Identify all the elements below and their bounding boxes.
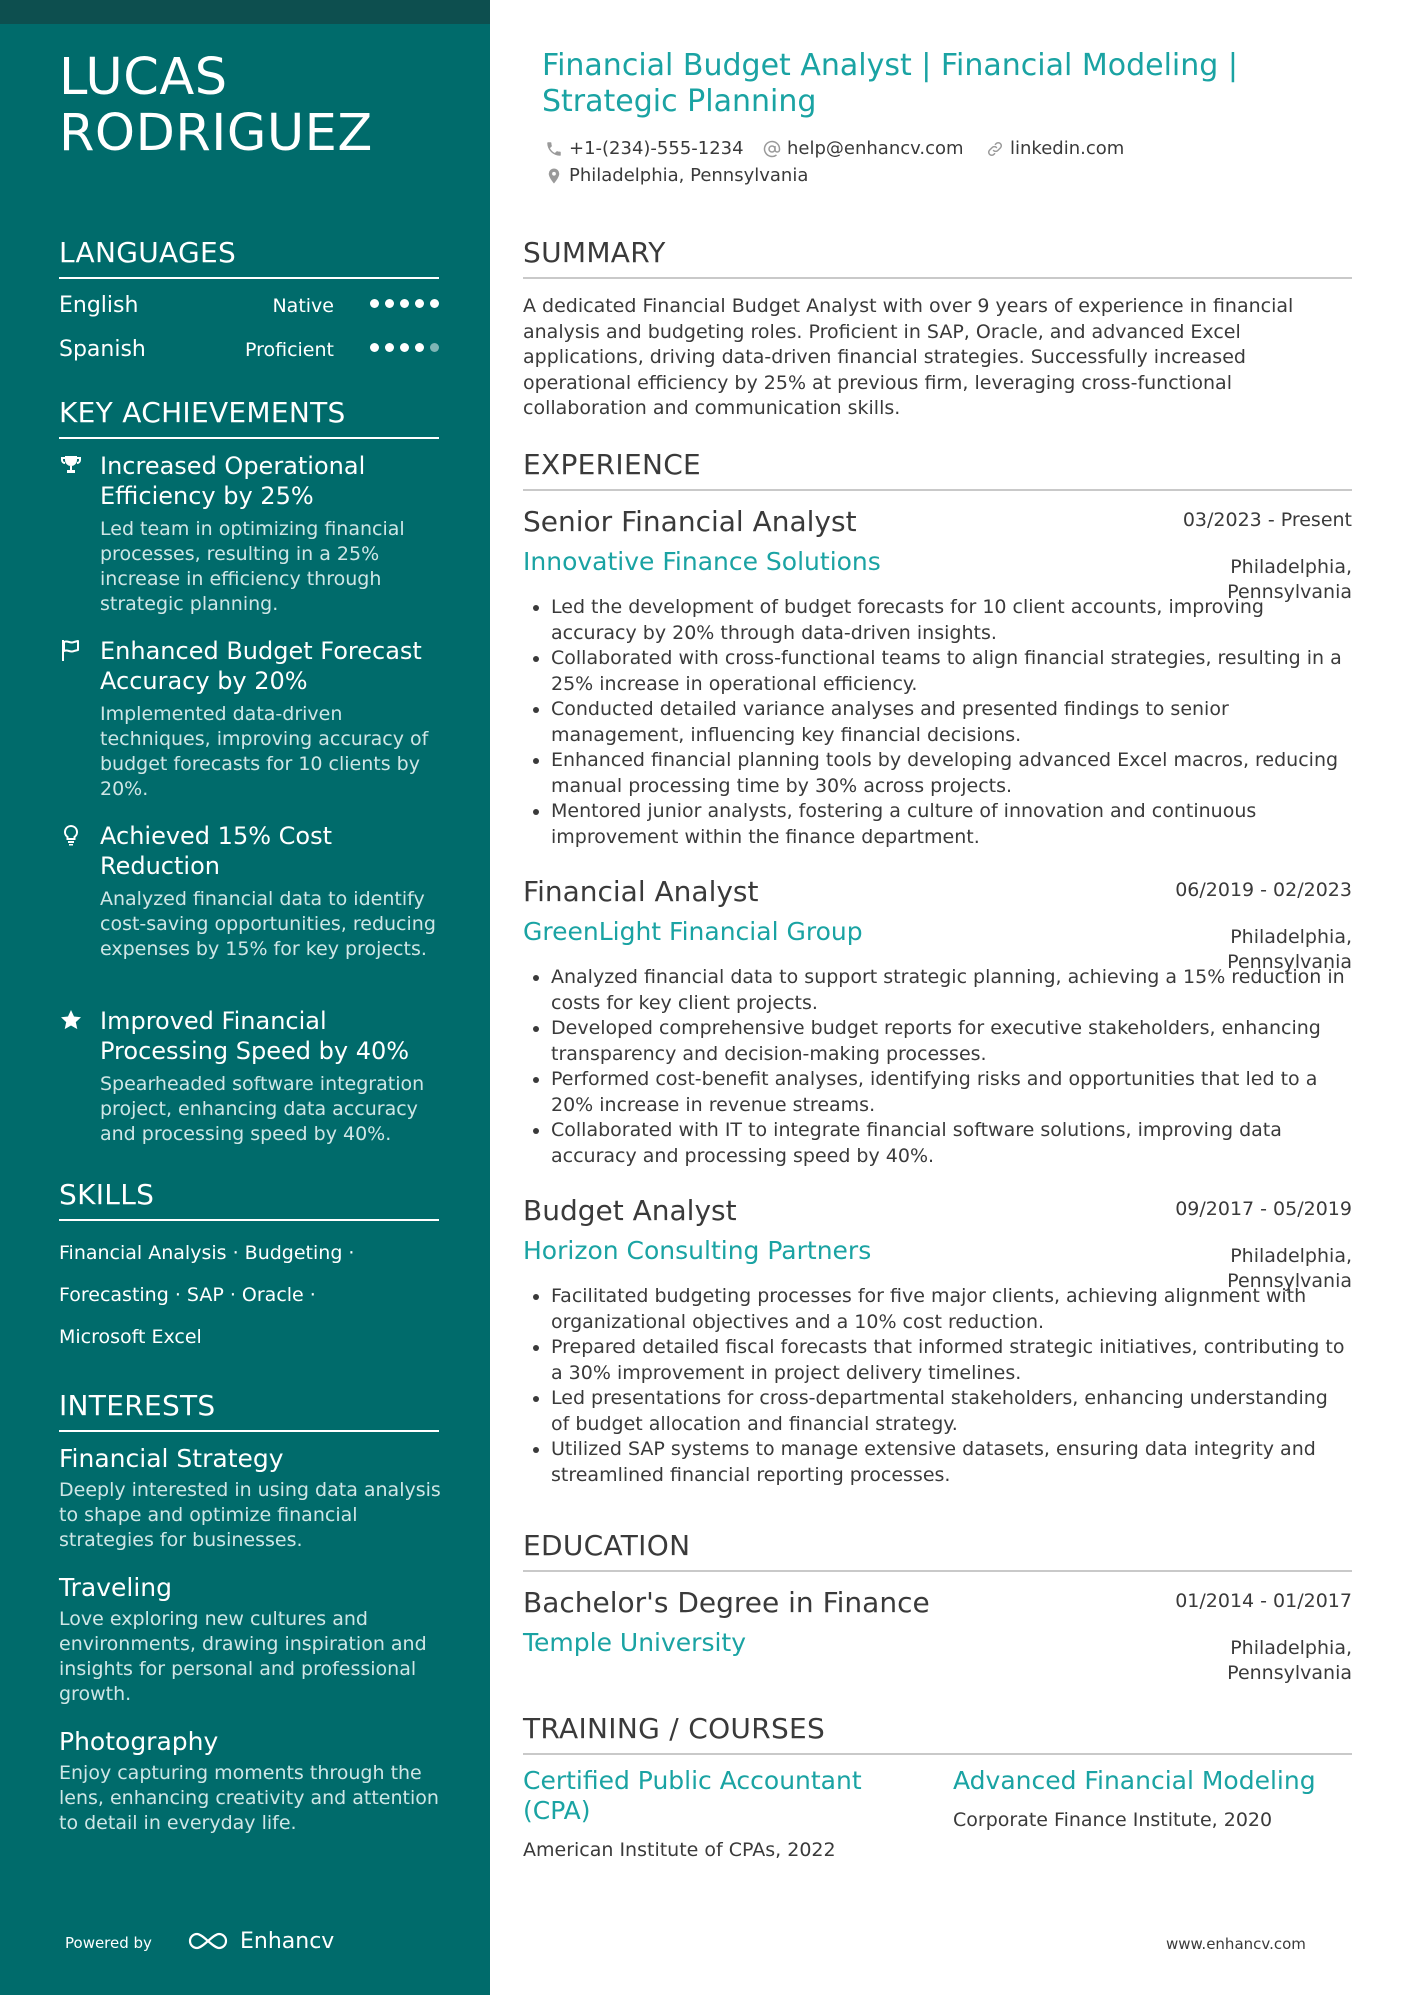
job-location-city: Philadelphia, xyxy=(1230,556,1352,578)
skill-item: SAP xyxy=(186,1284,224,1306)
skills-list: Financial Analysis · Budgeting · Forecasting · SAP · Oracle · Microsoft Excel xyxy=(59,1242,355,1348)
location-pin-icon xyxy=(545,167,563,185)
proficiency-dot xyxy=(415,299,424,308)
job-location xyxy=(1227,1244,1352,1294)
trophy-icon xyxy=(59,453,83,477)
proficiency-dot xyxy=(430,299,439,308)
job-location-state: Pennsylvania xyxy=(1227,1270,1352,1292)
job-location-city: Philadelphia, xyxy=(1230,926,1352,948)
company-name: Horizon Consulting Partners xyxy=(523,1236,872,1265)
course-item xyxy=(523,1766,923,1863)
interests-heading: INTERESTS xyxy=(59,1389,439,1432)
job-bullet: • Analyzed financial data to support strategic planning, achieving a 15% reduction in costs for key client projects. xyxy=(551,965,1352,1016)
achievement-description: Spearheaded software integration project, enhancing data accuracy and processing speed by 40%. xyxy=(100,1073,425,1145)
star-icon xyxy=(59,1008,83,1032)
language-name: Spanish xyxy=(59,337,146,362)
proficiency-dot xyxy=(415,343,424,352)
proficiency-dot-empty xyxy=(430,343,439,352)
name-last: RODRIGUEZ xyxy=(59,104,373,163)
job-dates: 03/2023 - Present xyxy=(1182,509,1352,531)
achievement-title: Improved Financial Processing Speed by 40% xyxy=(100,1007,410,1065)
language-proficiency-dots xyxy=(370,343,439,352)
job-bullet: • Utilized SAP systems to manage extensive datasets, ensuring data integrity and streamlined financial reporting processes. xyxy=(551,1437,1352,1488)
skill-item: Microsoft Excel xyxy=(59,1326,202,1348)
infinity-logo-icon xyxy=(186,1930,230,1952)
job-bullet: • Performed cost-benefit analyses, identifying risks and opportunities that led to a 20% increase in revenue streams. xyxy=(551,1067,1352,1118)
linkedin-link[interactable]: linkedin.com xyxy=(1010,138,1125,159)
achievement-description: Analyzed financial data to identify cost-saving opportunities, reducing expenses by 15% for key projects. xyxy=(100,888,436,960)
experience-entry xyxy=(523,875,1352,1169)
education-location xyxy=(1227,1636,1352,1686)
language-level: Proficient xyxy=(244,339,334,361)
education-location-city: Philadelphia, xyxy=(1230,1637,1352,1659)
job-bullets xyxy=(523,595,1352,850)
job-bullet: • Mentored junior analysts, fostering a culture of innovation and continuous improvement within the finance department. xyxy=(551,799,1352,850)
skill-item: Financial Analysis xyxy=(59,1242,227,1264)
education-location-state: Pennsylvania xyxy=(1227,1662,1352,1684)
name-first: LUCAS xyxy=(59,48,228,107)
course-title: Advanced Financial Modeling xyxy=(953,1766,1316,1795)
proficiency-dot xyxy=(370,343,379,352)
experience-entry xyxy=(523,505,1352,850)
proficiency-dot xyxy=(370,299,379,308)
at-sign-icon xyxy=(763,140,781,158)
job-bullet: • Developed comprehensive budget reports for executive stakeholders, enhancing transparency and decision-making processes. xyxy=(551,1016,1352,1067)
job-title: Budget Analyst xyxy=(523,1194,737,1227)
lightbulb-icon xyxy=(59,823,83,847)
achievement-item xyxy=(59,1006,449,1147)
email-address[interactable]: help@enhancv.com xyxy=(787,138,964,159)
resume-headline: Financial Budget Analyst | Financial Modeling | Strategic Planning xyxy=(542,48,1238,119)
candidate-name xyxy=(59,50,373,162)
skill-item: Budgeting xyxy=(244,1242,343,1264)
job-location-state: Pennsylvania xyxy=(1227,951,1352,973)
interest-description: Love exploring new cultures and environments, drawing inspiration and insights for personal and professional growth. xyxy=(59,1608,427,1705)
sidebar-top-bar xyxy=(0,0,490,24)
job-bullet: • Collaborated with IT to integrate financial software solutions, improving data accuracy and processing speed by 40%. xyxy=(551,1118,1352,1169)
achievement-title: Increased Operational Efficiency by 25% xyxy=(100,452,366,510)
job-bullets xyxy=(523,965,1352,1169)
interest-item xyxy=(59,1727,449,1836)
job-bullets xyxy=(523,1284,1352,1488)
job-bullet: • Collaborated with cross-functional teams to align financial strategies, resulting in a 25% increase in operational efficiency. xyxy=(551,646,1352,697)
job-bullet: • Led the development of budget forecasts for 10 client accounts, improving accuracy by 20% through data-driven insights. xyxy=(551,595,1352,646)
proficiency-dot xyxy=(385,299,394,308)
footer-website-link[interactable]: www.enhancv.com xyxy=(1166,1935,1306,1953)
skill-item: Forecasting xyxy=(59,1284,169,1306)
company-name: Innovative Finance Solutions xyxy=(523,547,881,576)
course-provider: American Institute of CPAs, 2022 xyxy=(523,1839,836,1861)
contact-linkedin xyxy=(986,138,1124,159)
achievement-item xyxy=(59,821,449,962)
achievement-item xyxy=(59,451,449,617)
skills-heading: SKILLS xyxy=(59,1178,439,1221)
course-title: Certified Public Accountant (CPA) xyxy=(523,1766,862,1825)
link-icon xyxy=(986,140,1004,158)
job-location-state: Pennsylvania xyxy=(1227,581,1352,603)
job-location-city: Philadelphia, xyxy=(1230,1245,1352,1267)
interest-description: Deeply interested in using data analysis to shape and optimize financial strategies for businesses. xyxy=(59,1479,441,1551)
job-bullet: • Enhanced financial planning tools by developing advanced Excel macros, reducing manual processing time by 30% across projects. xyxy=(551,748,1352,799)
contact-location xyxy=(545,165,808,186)
job-title: Senior Financial Analyst xyxy=(523,505,857,538)
language-row xyxy=(59,293,439,323)
phone-icon xyxy=(545,140,563,158)
education-entry xyxy=(523,1586,1352,1684)
achievement-title: Achieved 15% Cost Reduction xyxy=(100,822,332,880)
job-dates: 09/2017 - 05/2019 xyxy=(1175,1198,1352,1220)
job-bullet: • Facilitated budgeting processes for five major clients, achieving alignment with organizational objectives and a 10% cost reduction. xyxy=(551,1284,1352,1335)
contact-phone xyxy=(545,138,744,159)
job-location xyxy=(1227,555,1352,605)
interest-description: Enjoy capturing moments through the lens, enhancing creativity and attention to detail in everyday life. xyxy=(59,1762,439,1834)
brand-name: Enhancv xyxy=(240,1928,335,1954)
training-heading: TRAINING / COURSES xyxy=(523,1712,1352,1755)
achievement-description: Led team in optimizing financial processes, resulting in a 25% increase in efficiency through strategic planning. xyxy=(100,518,405,615)
achievement-item xyxy=(59,636,449,802)
course-provider: Corporate Finance Institute, 2020 xyxy=(953,1809,1273,1831)
course-item xyxy=(953,1766,1353,1833)
job-dates: 06/2019 - 02/2023 xyxy=(1175,879,1352,901)
interest-item xyxy=(59,1573,449,1707)
language-level: Native xyxy=(272,295,334,317)
job-location xyxy=(1227,925,1352,975)
company-name: GreenLight Financial Group xyxy=(523,917,863,946)
job-bullet: • Conducted detailed variance analyses and presented findings to senior management, influencing key financial decisions. xyxy=(551,697,1352,748)
job-title: Financial Analyst xyxy=(523,875,759,908)
job-bullet: • Prepared detailed fiscal forecasts that informed strategic initiatives, contributing to a 30% improvement in project delivery timelines. xyxy=(551,1335,1352,1386)
language-row xyxy=(59,337,439,367)
interest-item xyxy=(59,1444,449,1553)
proficiency-dot xyxy=(400,343,409,352)
language-proficiency-dots xyxy=(370,299,439,308)
job-bullet: • Led presentations for cross-departmental stakeholders, enhancing understanding of budget allocation and financial strategy. xyxy=(551,1386,1352,1437)
summary-heading: SUMMARY xyxy=(523,236,1352,279)
location-text: Philadelphia, Pennsylvania xyxy=(569,165,809,186)
education-dates: 01/2014 - 01/2017 xyxy=(1175,1590,1352,1612)
degree-title: Bachelor's Degree in Finance xyxy=(523,1586,930,1619)
interest-title: Traveling xyxy=(59,1573,172,1602)
interest-title: Photography xyxy=(59,1727,219,1756)
achievements-heading: KEY ACHIEVEMENTS xyxy=(59,396,439,439)
education-heading: EDUCATION xyxy=(523,1529,1352,1572)
phone-number[interactable]: +1-(234)-555-1234 xyxy=(569,138,744,159)
interest-title: Financial Strategy xyxy=(59,1444,284,1473)
achievement-title: Enhanced Budget Forecast Accuracy by 20% xyxy=(100,637,422,695)
sidebar xyxy=(0,0,490,1995)
flag-icon xyxy=(59,638,83,662)
achievement-description: Implemented data-driven techniques, improving accuracy of budget forecasts for 10 clients by 20%. xyxy=(100,703,429,800)
experience-entry xyxy=(523,1194,1352,1488)
proficiency-dot xyxy=(400,299,409,308)
brand-logo[interactable] xyxy=(186,1924,334,1958)
language-name: English xyxy=(59,293,139,318)
proficiency-dot xyxy=(385,343,394,352)
school-name: Temple University xyxy=(523,1628,747,1657)
languages-heading: LANGUAGES xyxy=(59,236,439,279)
experience-heading: EXPERIENCE xyxy=(523,448,1352,491)
summary-text: A dedicated Financial Budget Analyst with over 9 years of experience in financial analysis and budgeting roles. Proficient in SAP, Oracle, and advanced Excel applications, driving data-driven financial strategies. Successfully increased operational efficiency by 25% at previous firm, leveraging cross-functional collaboration and communication skills. xyxy=(523,295,1294,419)
contact-email xyxy=(763,138,964,159)
powered-by-label: Powered by xyxy=(65,1934,152,1952)
skill-item: Oracle xyxy=(241,1284,304,1306)
